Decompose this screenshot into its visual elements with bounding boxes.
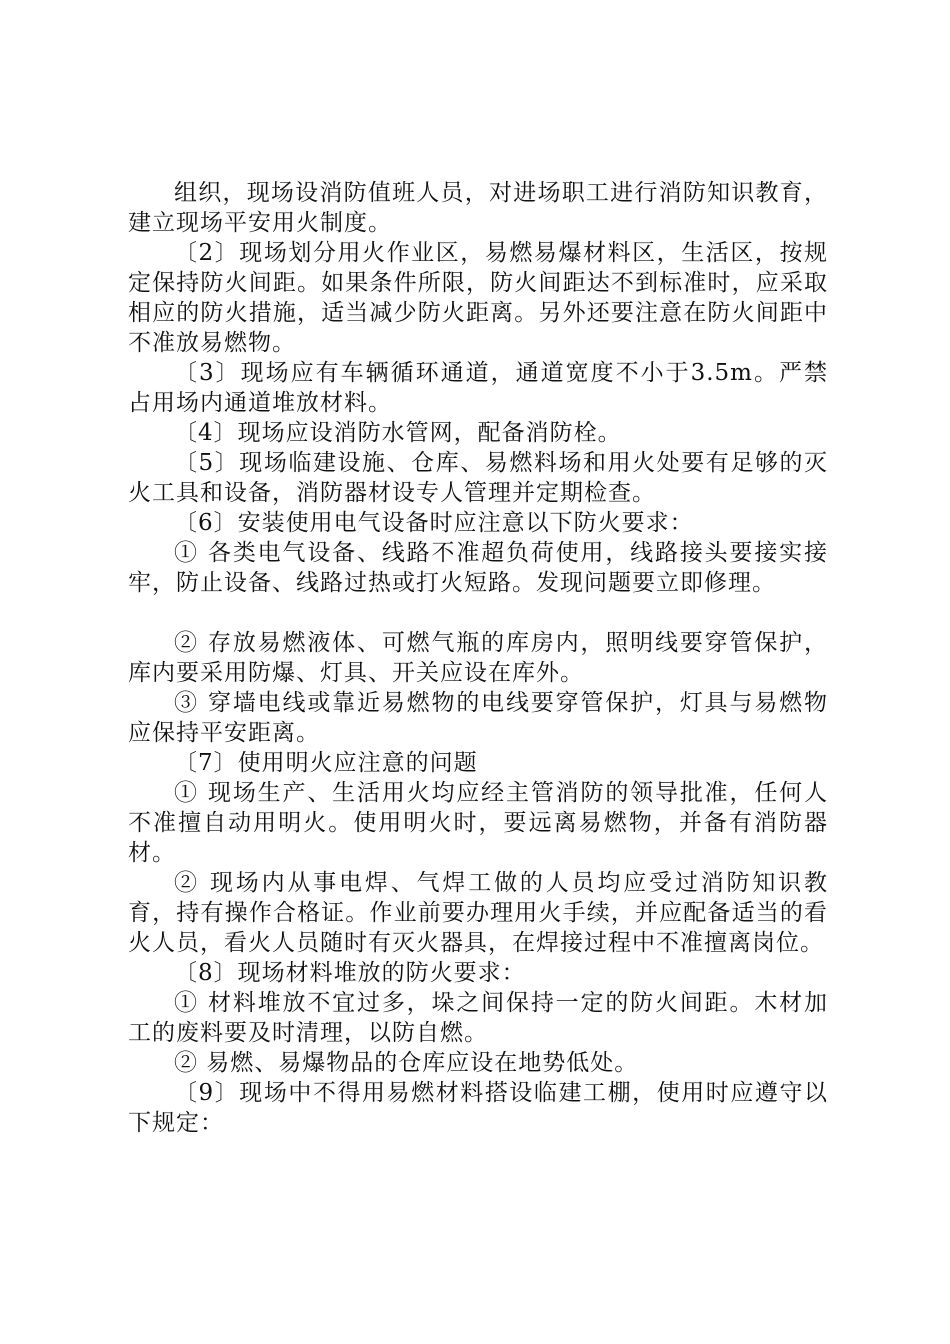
paragraph-item-7-sub-2: ② 现场内从事电焊、气焊工做的人员均应受过消防知识教育，持有操作合格证。作业前要办理用火手续，并应配备适当的看火人员，看火人员随时有灭火器具，在焊接过程中不准擅离岗位。 [128, 870, 828, 956]
paragraph-item-7-sub-1: ① 现场生产、生活用火均应经主管消防的领导批准，任何人不准擅自动用明火。使用明火时，要远离易燃物，并备有消防器材。 [128, 780, 828, 866]
paragraph-item-8: 〔8〕现场材料堆放的防火要求： [174, 960, 526, 986]
paragraph-item-6: 〔6〕安装使用电气设备时应注意以下防火要求： [174, 510, 694, 536]
paragraph-item-9: 〔9〕现场中不得用易燃材料搭设临建工棚，使用时应遵守以下规定： [128, 1080, 828, 1136]
paragraph-item-8-sub-1: ① 材料堆放不宜过多，垛之间保持一定的防火间距。木材加工的废料要及时清理，以防自燃。 [128, 990, 828, 1046]
paragraph-item-4: 〔4〕现场应设消防水管网，配备消防栓。 [174, 420, 622, 446]
paragraph-item-6-sub-3: ③ 穿墙电线或靠近易燃物的电线要穿管保护，灯具与易燃物应保持平安距离。 [128, 690, 828, 746]
paragraph-item-7: 〔7〕使用明火应注意的问题 [174, 750, 478, 776]
paragraph-item-8-sub-2: ② 易燃、易爆物品的仓库应设在地势低处。 [174, 1050, 639, 1076]
paragraph-item-2: 〔2〕现场划分用火作业区，易燃易爆材料区，生活区，按规定保持防火间距。如果条件所限，防火间距达不到标准时，应采取相应的防火措施，适当减少防火距离。另外还要注意在防火间距中不准放易燃物。 [128, 240, 828, 356]
paragraph-item-5: 〔5〕现场临建设施、仓库、易燃料场和用火处要有足够的灭火工具和设备，消防器材设专人管理并定期检查。 [128, 450, 828, 506]
paragraph-item-3: 〔3〕现场应有车辆循环通道，通道宽度不小于3.5m。严禁占用场内通道堆放材料。 [128, 360, 828, 416]
paragraph-item-6-sub-2: ② 存放易燃液体、可燃气瓶的库房内，照明线要穿管保护，库内要采用防爆、灯具、开关应设在库外。 [128, 630, 828, 686]
paragraph-fire-organization: 组织，现场设消防值班人员，对进场职工进行消防知识教育，建立现场平安用火制度。 [128, 180, 828, 236]
paragraph-item-6-sub-1: ① 各类电气设备、线路不准超负荷使用，线路接头要接实接牢，防止设备、线路过热或打火短路。发现问题要立即修理。 [128, 540, 828, 596]
document-body [128, 178, 828, 1138]
